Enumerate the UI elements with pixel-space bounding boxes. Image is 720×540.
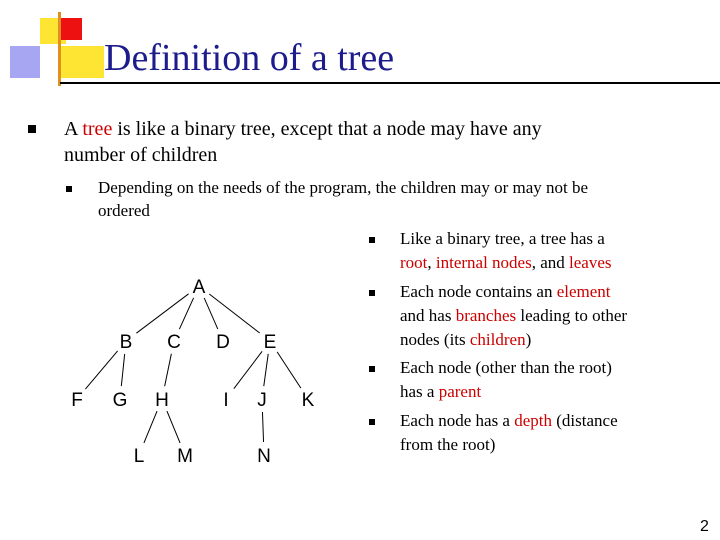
bullet-text-segment: Each node has a [400,411,515,430]
tree-edge-a-c [179,298,193,329]
highlight-term: branches [455,306,517,325]
right-bullet-text [400,409,700,457]
highlight-term: depth [514,411,553,430]
right-bullet-text [400,280,700,352]
tree-edge-h-l [144,411,157,443]
right-bullet-marker [369,290,375,296]
tree-edge-a-d [204,298,218,329]
right-bullet-line [400,380,700,404]
bullet-text-segment: from the root) [400,435,496,454]
sub-bullet-line2: ordered [98,201,150,220]
right-bullet-line [400,251,700,275]
tree-node-j: J [257,390,267,411]
tree-node-m: M [177,446,193,467]
highlight-tree: tree [82,118,113,140]
tree-node-c: C [167,332,181,353]
tree-node-a: A [192,277,206,298]
tree-node-h: H [155,390,169,411]
right-bullet-line [400,304,700,328]
tree-node-d: D [216,332,230,353]
slide-title: Definition of a tree [104,37,395,79]
right-bullet-line [400,280,700,304]
bullet-text-segment: (distance [552,411,618,430]
right-bullet-line [400,227,700,251]
tree-edge-h-m [167,411,180,443]
tree-node-f: F [71,390,83,411]
tree-nodes [71,277,314,467]
main-bullet-line2: number of children [64,144,218,166]
highlight-term: root [400,253,428,272]
tree-node-e: E [263,332,277,353]
main-bullet-line1-pre: A [64,118,83,140]
right-bullet-line [400,409,700,433]
tree-node-k: K [301,390,315,411]
bullet-text-segment: has a [400,382,439,401]
tree-edge-e-k [277,352,301,388]
page-number: 2 [700,518,709,535]
sub-bullet-line1: Depending on the needs of the program, the children may or may not be [98,178,589,197]
bullet-text-segment: Each node (other than the root) [400,358,612,377]
bullet-text-segment: Like a binary tree, a tree has a [400,229,605,248]
tree-edge-e-i [234,351,262,388]
right-bullet-text [400,227,700,275]
bullet-text-segment: Each node contains an [400,282,557,301]
tree-node-g: G [112,390,128,411]
highlight-term: internal nodes [435,253,532,272]
right-bullet-line [400,433,700,457]
bullet-text-segment: and has [400,306,456,325]
tree-edge-j-n [262,412,263,442]
bullet-text-segment: , [427,253,436,272]
right-bullet-marker [369,419,375,425]
tree-node-l: L [133,446,145,467]
bullet-text-segment: leading to other [516,306,628,325]
right-bullet-text [400,356,700,404]
tree-node-b: B [119,332,133,353]
right-bullet-line [400,328,700,352]
bullet-text-segment: nodes (its [400,330,470,349]
tree-edge-e-j [264,354,268,386]
right-bullet-marker [369,366,375,372]
highlight-term: element [556,282,611,301]
tree-edge-b-g [121,354,124,386]
tree-edge-c-h [165,354,172,387]
main-bullet-line1-post: is like a binary tree, except that a node may have any [112,118,542,140]
highlight-term: children [469,330,526,349]
bullet-text-segment: , and [531,253,570,272]
right-bullet-marker [369,237,375,243]
highlight-term: leaves [569,253,612,272]
right-bullet-line [400,356,700,380]
bullet-text-segment: ) [525,330,532,349]
tree-node-i: I [223,390,229,411]
tree-edge-b-f [85,351,117,389]
tree-edges [85,294,300,443]
tree-node-n: N [257,446,271,467]
highlight-term: parent [438,382,482,401]
